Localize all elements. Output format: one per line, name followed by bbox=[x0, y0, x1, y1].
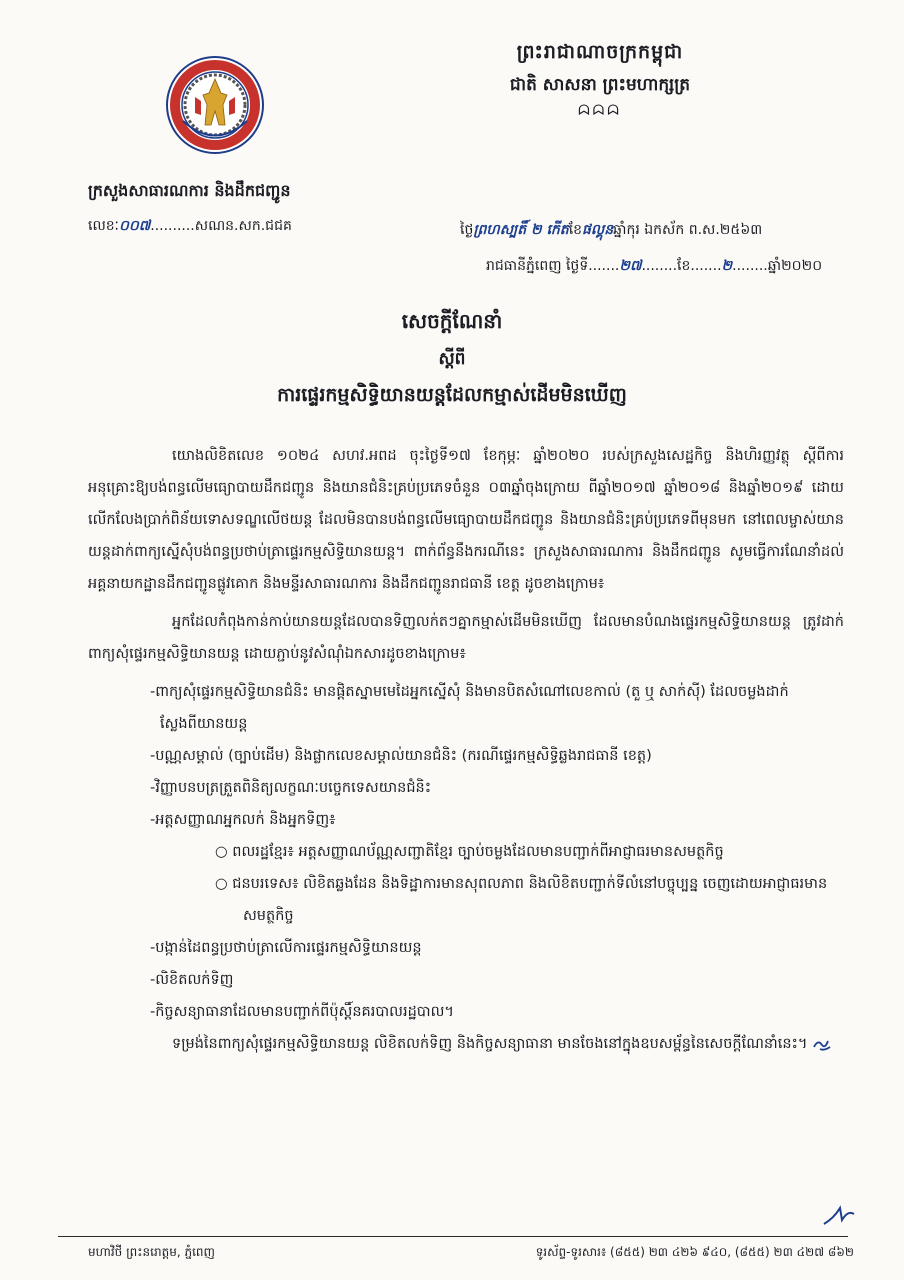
ref-suffix: ..........សណន.សក.ជជគ bbox=[150, 218, 292, 234]
kingdom-name: ព្រះរាជាណាចក្រកម្ពុជា bbox=[516, 41, 684, 63]
header-ornament: ᗣᗣᗣ bbox=[578, 103, 622, 119]
document-body bbox=[88, 440, 844, 1066]
date1-hand-day: ព្រហស្បតិ៍ ២ កើត bbox=[473, 222, 569, 238]
national-motto: ជាតិ សាសនា ព្រះមហាក្សត្រ bbox=[509, 75, 691, 95]
document-titles bbox=[150, 308, 754, 411]
sub-list-item: ○ ជនបរទេស៖ លិខិតឆ្លងដែន និងទិដ្ឋាការមានសុពលភាព និងលិខិតបញ្ជាក់ទីលំនៅបច្ចុប្បន្ន ចេញដោយអាជ្ញាធរមានសមត្ថកិច្ច bbox=[215, 876, 828, 924]
list-item: -បង្កាន់ដៃពន្ធប្រថាប់ត្រាលើការផ្ទេរកម្មសិទ្ធិយានយន្ត bbox=[150, 940, 422, 956]
list-item: -កិច្ចសន្យាធានាដែលមានបញ្ជាក់ពីប៉ុស្តិ៍នគរបាលរដ្ឋបាល។ bbox=[150, 1004, 454, 1020]
date2-mid: ........ខែ....... bbox=[641, 258, 722, 274]
date1-suffix: ឆ្នាំកុរ ឯកស័ក ព.ស.២៥៦៣ bbox=[613, 222, 763, 238]
ref-prefix: លេខៈ bbox=[88, 218, 119, 234]
date2-prefix: រាជធានីភ្នំពេញ ថ្ងៃទី....... bbox=[486, 258, 620, 274]
date2-hand-day: ២៧ bbox=[619, 258, 642, 274]
footer-address: មហាវិថី ព្រះនរោត្តម, ភ្នំពេញ bbox=[88, 1245, 215, 1259]
list-item: -អត្តសញ្ញាណអ្នកលក់ និងអ្នកទិញ៖ bbox=[150, 812, 336, 828]
solar-date-line bbox=[486, 256, 822, 277]
paragraph-2: អ្នកដែលកំពុងកាន់កាប់យានយន្តដែលបានទិញលក់តៗគ្នាកម្មាស់ដើមមិនឃើញ ដែលមានបំណងផ្ទេរកម្មសិទ្ធិយានយន្ត ត្រូវដាក់ពាក្យសុំផ្ទេរកម្មសិទ្ធិយានយន្ត ដោយភ្ជាប់នូវសំណុំឯកសារដូចខាងក្រោម៖ bbox=[88, 614, 844, 662]
list-item: -ពាក្យសុំផ្ទេរកម្មសិទ្ធិយានជំនិះ មានផ្តិតស្នាមមេដៃអ្នកស្នើសុំ និងមានបិតសំណៅលេខកាល់ (តួ ឬ សាក់ស៊ី) ដែលចម្លងដាក់ស្លែងពីយានយន្ត bbox=[150, 684, 789, 732]
signature-mark-icon bbox=[820, 1200, 860, 1230]
reference-number bbox=[88, 216, 292, 237]
sub-list-item: ○ ពលរដ្ឋខ្មែរ៖ អត្តសញ្ញាណប័ណ្ណសញ្ជាតិខ្មែរ ច្បាប់ចម្លងដែលមានបញ្ជាក់ពីអាជ្ញាធរមានសមត្ថកិច្ច bbox=[215, 844, 724, 860]
kingdom-header bbox=[470, 40, 730, 119]
paragraph-1: យោងលិខិតលេខ ១០២៤ សហវ.អពដ ចុះថ្ងៃទី១៧ ខែកុម្ភៈ ឆ្នាំ២០២០ របស់ក្រសួងសេដ្ឋកិច្ច និងហិរញ្ញវត្ថុ ស្តីពីការអនុគ្រោះឱ្យបង់ពន្ធលើមធ្យោបាយដឹកជញ្ជូន និងយានជំនិះគ្រប់ប្រភេទចំនួន ០៣ឆ្នាំចុងក្រោយ ពីឆ្នាំ២០១៧ ឆ្នាំ២០១៨ និងឆ្នាំ២០១៩ ដោយលើកលែងប្រាក់ពិន័យទោសទណ្ឌលើថយន្ត ដែលមិនបានបង់ពន្ធលើមធ្យោបាយដឹកជញ្ជូន និងយានជំនិះគ្រប់ប្រភេទពីមុនមក នៅពេលម្ចាស់យានយន្តដាក់ពាក្យស្នើសុំបង់ពន្ធប្រថាប់ត្រាផ្ទេរកម្មសិទ្ធិយានយន្ត។ ពាក់ព័ន្ធនឹងករណីនេះ ក្រសួងសាធារណការ និងដឹកជញ្ជូន សូមធ្វើការណែនាំដល់អគ្គនាយកដ្ឋានដឹកជញ្ជូនផ្លូវគោក និងមន្ទីរសាធារណការ និងដឹកជញ្ជូនរាជធានី ខេត្ត ដូចខាងក្រោម៖ bbox=[88, 448, 844, 592]
ministry-name: ក្រសួងសាធារណការ និងដឹកជញ្ជូន bbox=[88, 181, 291, 200]
paragraph-3-text: ទម្រង់នៃពាក្យសុំផ្ទេរកម្មសិទ្ធិយានយន្ត លិខិតលក់ទិញ និងកិច្ចសន្យាធានា មានចែងនៅក្នុងឧបសម្ព័ន្ធនៃសេចក្តីណែនាំនេះ។ bbox=[172, 1036, 808, 1052]
subject-title: ការផ្ទេរកម្មសិទ្ធិយានយន្តដែលកម្មាស់ដើមមិនឃើញ bbox=[277, 384, 627, 406]
ministry-logo bbox=[165, 55, 265, 155]
list-item: -លិខិតលក់ទិញ bbox=[150, 972, 234, 988]
regarding-label: ស្តីពី bbox=[438, 349, 466, 369]
footer-divider bbox=[58, 1236, 848, 1237]
ref-number-handwritten: ០០៧ bbox=[118, 218, 151, 234]
lunar-date-line bbox=[460, 220, 762, 241]
paragraph-3 bbox=[88, 1028, 844, 1060]
list-item: -បណ្ណសម្គាល់ (ច្បាប់ដើម) និងផ្លាកលេខសម្គាល់យានជំនិះ (ករណីផ្ទេរកម្មសិទ្ធិឆ្លងរាជធានី ខេត្ត) bbox=[150, 748, 652, 764]
requirements-list bbox=[88, 676, 844, 1028]
document-type-title: សេចក្តីណែនាំ bbox=[401, 309, 503, 333]
date1-hand-month: ផល្គុន bbox=[582, 222, 614, 238]
date2-hand-month: ២ bbox=[721, 258, 733, 274]
date1-mid: ខែ bbox=[568, 222, 583, 238]
date2-suffix: ........ឆ្នាំ២០២០ bbox=[732, 258, 823, 274]
footer-phone: ទូរស័ព្ទ-ទូរសារ៖ (៨៥៥) ២៣ ៤២៦ ៩៤០, (៨៥៥) ២៣ ៤២៧ ៨៦២ bbox=[535, 1245, 854, 1259]
date1-prefix: ថ្ងៃ bbox=[460, 222, 474, 238]
handwritten-initial-icon bbox=[812, 1037, 832, 1051]
list-item: -វិញ្ញាបនបត្រត្រួតពិនិត្យលក្ខណៈបច្ចេកទេសយានជំនិះ bbox=[150, 780, 432, 796]
